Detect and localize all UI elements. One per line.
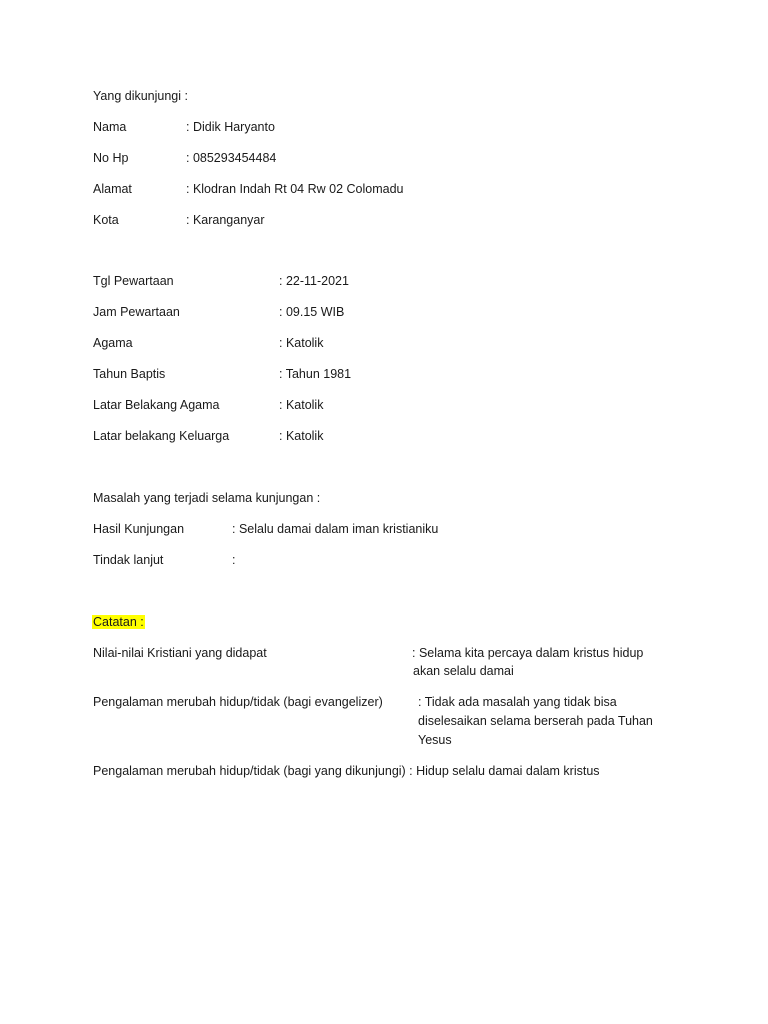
religious-background-label: Latar Belakang Agama: [93, 398, 220, 412]
address-label: Alamat: [93, 182, 132, 196]
visit-time-value: : 09.15 WIB: [279, 305, 345, 319]
visit-date-label: Tgl Pewartaan: [93, 274, 174, 288]
name-label: Nama: [93, 120, 127, 134]
religion-label: Agama: [93, 336, 133, 350]
baptism-year-value: : Tahun 1981: [279, 367, 352, 381]
visit-time-label: Jam Pewartaan: [93, 305, 180, 319]
family-background-label: Latar belakang Keluarga: [93, 429, 230, 443]
visit-result-value: : Selalu damai dalam iman kristianiku: [232, 522, 439, 536]
baptism-year-label: Tahun Baptis: [93, 367, 166, 381]
notes-heading-highlight: Catatan :: [93, 615, 144, 629]
address-value: : Klodran Indah Rt 04 Rw 02 Colomadu: [186, 182, 404, 196]
visit-date-value: : 22-11-2021: [279, 274, 349, 288]
religious-background-value: : Katolik: [279, 398, 324, 412]
evangelizer-experience-line-1: : Tidak ada masalah yang tidak bisa: [418, 695, 617, 709]
evangelizer-experience-line-2: diselesaikan selama berserah pada Tuhan: [418, 714, 653, 728]
phone-label: No Hp: [93, 151, 129, 165]
christian-values-line-1: : Selama kita percaya dalam kristus hidup: [412, 646, 644, 660]
follow-up-value: :: [232, 553, 236, 567]
phone-value: : 085293454484: [186, 151, 277, 165]
visit-result-label: Hasil Kunjungan: [93, 522, 185, 536]
evangelizer-experience-line-3: Yesus: [418, 733, 452, 747]
evangelizer-experience-label: Pengalaman merubah hidup/tidak (bagi evangelizer): [93, 695, 383, 709]
visited-experience-line: Pengalaman merubah hidup/tidak (bagi yang dikunjungi) : Hidup selalu damai dalam kristus: [93, 764, 600, 778]
follow-up-label: Tindak lanjut: [93, 553, 164, 567]
city-value: : Karanganyar: [186, 213, 265, 227]
christian-values-label: Nilai-nilai Kristiani yang didapat: [93, 646, 267, 660]
religion-value: : Katolik: [279, 336, 324, 350]
visited-heading: Yang dikunjungi :: [93, 89, 188, 103]
name-value: : Didik Haryanto: [186, 120, 275, 134]
city-label: Kota: [93, 213, 119, 227]
christian-values-line-2: akan selalu damai: [413, 664, 514, 678]
problems-heading: Masalah yang terjadi selama kunjungan :: [93, 491, 321, 505]
notes-heading: [92, 613, 145, 631]
family-background-value: : Katolik: [279, 429, 324, 443]
